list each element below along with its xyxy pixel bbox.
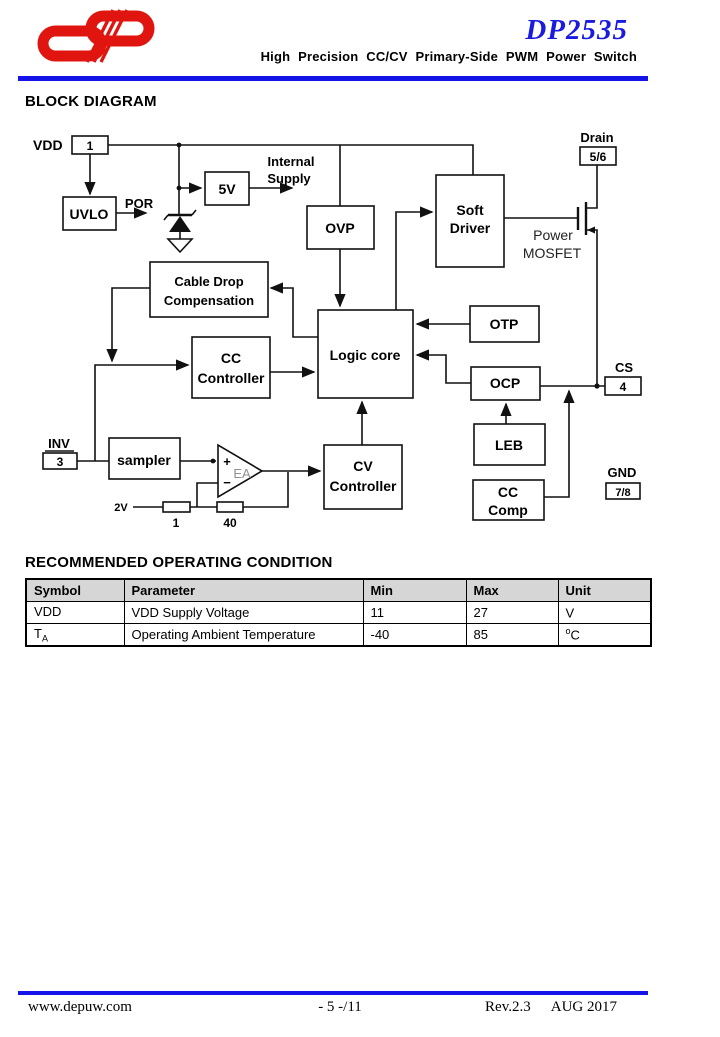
pin-label-gnd: GND <box>607 465 637 480</box>
cell-max: 85 <box>466 624 558 647</box>
wire-drain-lead <box>586 165 597 208</box>
col-header-unit: Unit <box>558 579 651 602</box>
label-supply: Supply <box>267 171 311 186</box>
pin-label-vdd: VDD <box>33 137 63 153</box>
section-title-block-diagram: BLOCK DIAGRAM <box>25 93 157 110</box>
ea-minus: − <box>223 475 231 490</box>
label-internal: Internal <box>267 154 315 169</box>
cell-unit: V <box>558 602 651 624</box>
block-label-cc-1: CC <box>220 350 242 366</box>
company-logo <box>35 8 157 64</box>
wire-logic-to-cabledrop <box>271 288 318 337</box>
pin-num-drain: 5/6 <box>589 150 607 164</box>
ea-label: EA <box>233 466 251 481</box>
cell-min: -40 <box>363 624 466 647</box>
pin-label-drain: Drain <box>580 130 614 145</box>
block-label-uvlo: UVLO <box>69 206 109 222</box>
section-title-recommended: RECOMMENDED OPERATING CONDITION <box>25 554 333 571</box>
block-label-ocp: OCP <box>489 375 521 391</box>
block-diagram <box>0 120 720 550</box>
block-label-5v: 5V <box>218 181 236 197</box>
block-label-sampler: sampler <box>117 452 171 468</box>
pin-num-inv: 3 <box>56 455 64 469</box>
table-row <box>26 602 651 624</box>
product-tagline: High Precision CC/CV Primary-Side PWM Power Switch <box>260 49 637 64</box>
footer-date: AUG 2017 <box>550 999 617 1015</box>
block-label-cc-2: Controller <box>197 370 265 386</box>
ground-symbol <box>168 239 192 252</box>
block-label-cccomp-2: Comp <box>488 502 528 518</box>
block-label-cabledrop-1: Cable Drop <box>174 274 244 289</box>
label-r1: 1 <box>172 516 180 530</box>
part-number: DP2535 <box>525 14 628 46</box>
cell-min: 11 <box>363 602 466 624</box>
block-label-otp: OTP <box>489 316 519 332</box>
footer-revision: Rev.2.3 AUG 2017 <box>485 999 617 1015</box>
ea-plus: + <box>223 454 231 469</box>
label-power: Power <box>533 227 573 243</box>
cell-symbol: $T_A$ <box>26 624 124 647</box>
pin-num-vdd: 1 <box>86 139 94 153</box>
footer-page-number: - 5 -/11 <box>318 999 362 1015</box>
wire-cabledrop-down <box>112 288 150 361</box>
block-cv-controller <box>324 445 402 509</box>
block-label-ovp: OVP <box>325 220 355 236</box>
col-header-max: Max <box>466 579 558 602</box>
block-label-logic-core: Logic core <box>329 347 401 363</box>
block-label-soft: Soft <box>456 202 484 218</box>
cell-max: 27 <box>466 602 558 624</box>
wire-ocp-to-logic <box>417 355 471 383</box>
cell-parameter: VDD Supply Voltage <box>124 602 363 624</box>
block-label-cccomp-1: CC <box>497 484 519 500</box>
wire-ea-minus <box>197 483 218 507</box>
col-header-min: Min <box>363 579 466 602</box>
header-rule <box>18 76 648 81</box>
cell-parameter: Operating Ambient Temperature <box>124 624 363 647</box>
resistor-40 <box>217 502 243 512</box>
operating-condition-table <box>25 578 652 647</box>
pin-label-cs: CS <box>614 360 634 375</box>
table-row <box>26 624 651 647</box>
pin-num-gnd: 7/8 <box>615 487 631 499</box>
resistor-1 <box>163 502 190 512</box>
pin-label-inv: INV <box>48 436 70 451</box>
block-label-leb: LEB <box>495 437 523 453</box>
pin-num-cs: 4 <box>619 380 627 394</box>
col-header-symbol: Symbol <box>26 579 124 602</box>
zener-diode <box>164 210 196 232</box>
power-mosfet-symbol <box>578 202 595 235</box>
cell-unit: $^o$C <box>558 624 651 647</box>
block-label-cv-1: CV <box>353 458 373 474</box>
table-header-row <box>26 579 651 602</box>
cell-symbol: VDD <box>26 602 124 624</box>
label-por: POR <box>124 196 154 211</box>
footer-website: www.depuw.com <box>28 999 132 1015</box>
col-header-parameter: Parameter <box>124 579 363 602</box>
block-label-cv-2: Controller <box>329 478 397 494</box>
block-label-driver: Driver <box>449 220 491 236</box>
label-2v: 2V <box>114 502 128 514</box>
footer-rule <box>18 991 648 995</box>
block-cc-controller <box>192 337 270 398</box>
label-r40: 40 <box>223 516 237 530</box>
wire-source-lead <box>586 230 597 386</box>
wire-logic-to-softdriver <box>396 212 432 310</box>
block-cable-drop <box>150 262 268 317</box>
label-mosfet: MOSFET <box>522 245 582 261</box>
block-label-cabledrop-2: Compensation <box>163 293 255 308</box>
wire-cccomp-to-cs <box>544 391 569 497</box>
